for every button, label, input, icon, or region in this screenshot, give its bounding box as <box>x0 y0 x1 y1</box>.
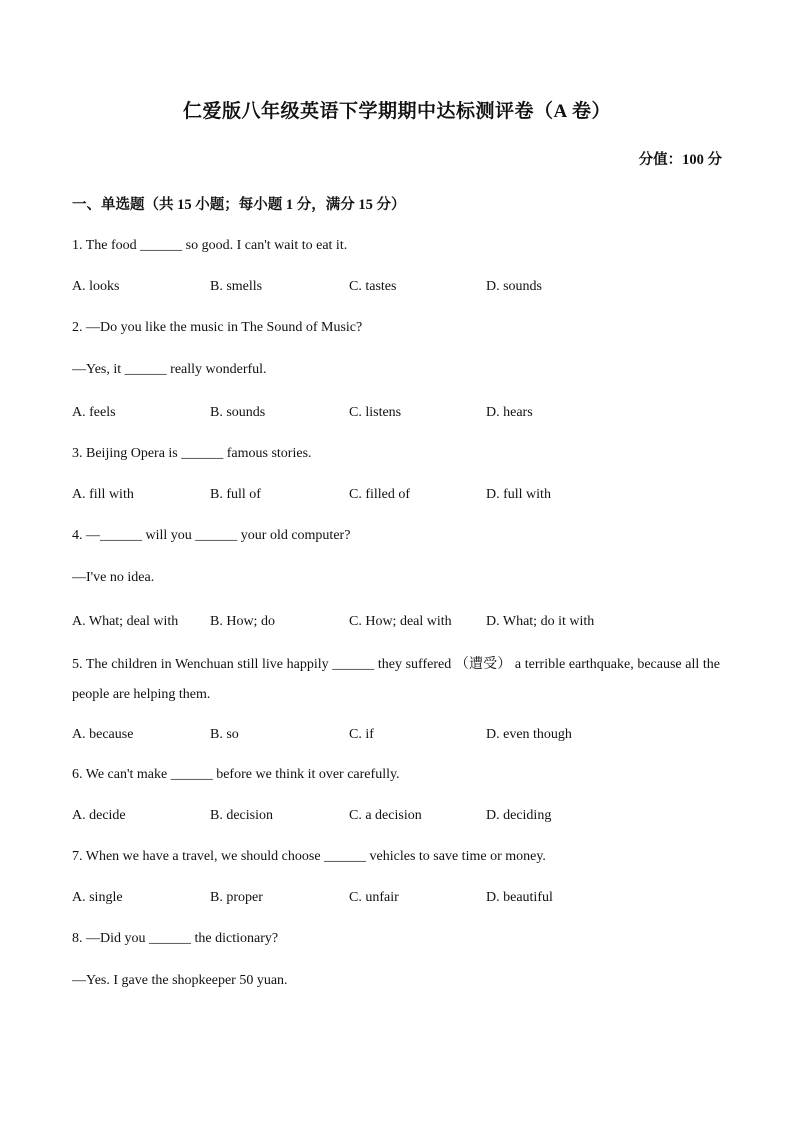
question-1-options <box>72 279 722 299</box>
question-5-stem: 5. The children in Wenchuan still live happily ______ they suffered （遭受） a terrible earthquake, because all the people are helping them. <box>72 657 720 702</box>
option-d: D. deciding <box>486 808 552 823</box>
option-c: C. listens <box>349 405 402 420</box>
option-a: A. looks <box>72 279 120 294</box>
option-b: B. full of <box>210 487 261 502</box>
question-5-options <box>72 727 722 747</box>
option-b: B. decision <box>210 808 273 823</box>
option-c: C. How; deal with <box>349 614 452 629</box>
question-8-stem: 8. —Did you ______ the dictionary? <box>72 931 279 946</box>
option-a: A. single <box>72 890 123 905</box>
option-d: D. hears <box>486 405 533 420</box>
option-b: B. proper <box>210 890 263 905</box>
question-3-options <box>72 487 722 507</box>
option-a: A. because <box>72 727 134 742</box>
option-d: D. sounds <box>486 279 543 294</box>
question-7-options <box>72 890 722 910</box>
option-c: C. tastes <box>349 279 397 294</box>
exam-title: 仁爱版八年级英语下学期期中达标测评卷（A 卷） <box>183 101 611 122</box>
option-a: A. decide <box>72 808 126 823</box>
option-c: C. filled of <box>349 487 411 502</box>
question-4-stem: 4. —______ will you ______ your old computer? <box>72 528 351 543</box>
option-d: D. What; do it with <box>486 614 595 629</box>
question-4-options <box>72 614 722 634</box>
question-7-stem: 7. When we have a travel, we should choose ______ vehicles to save time or money. <box>72 849 546 864</box>
option-a: A. feels <box>72 405 116 420</box>
option-c: C. if <box>349 727 374 742</box>
option-b: B. How; do <box>210 614 275 629</box>
option-a: A. What; deal with <box>72 614 179 629</box>
option-b: B. sounds <box>210 405 266 420</box>
question-2-options <box>72 405 722 425</box>
option-c: C. a decision <box>349 808 422 823</box>
option-c: C. unfair <box>349 890 399 905</box>
option-d: D. full with <box>486 487 551 502</box>
question-8-reply: —Yes. I gave the shopkeeper 50 yuan. <box>72 973 288 988</box>
question-6-stem: 6. We can't make ______ before we think it over carefully. <box>72 767 400 782</box>
question-3-stem: 3. Beijing Opera is ______ famous stories. <box>72 446 312 461</box>
option-b: B. smells <box>210 279 263 294</box>
section-heading: 一、单选题（共 15 小题；每小题 1 分，满分 15 分） <box>72 197 406 213</box>
question-4-reply: —I've no idea. <box>72 570 155 585</box>
option-b: B. so <box>210 727 239 742</box>
option-d: D. even though <box>486 727 572 742</box>
question-2-reply: —Yes, it ______ really wonderful. <box>72 362 267 377</box>
option-a: A. fill with <box>72 487 134 502</box>
option-d: D. beautiful <box>486 890 553 905</box>
question-6-options <box>72 808 722 828</box>
total-score: 分值：100 分 <box>638 152 722 168</box>
question-2-stem: 2. —Do you like the music in The Sound of Music? <box>72 320 363 335</box>
question-1-stem: 1. The food ______ so good. I can't wait to eat it. <box>72 238 348 253</box>
